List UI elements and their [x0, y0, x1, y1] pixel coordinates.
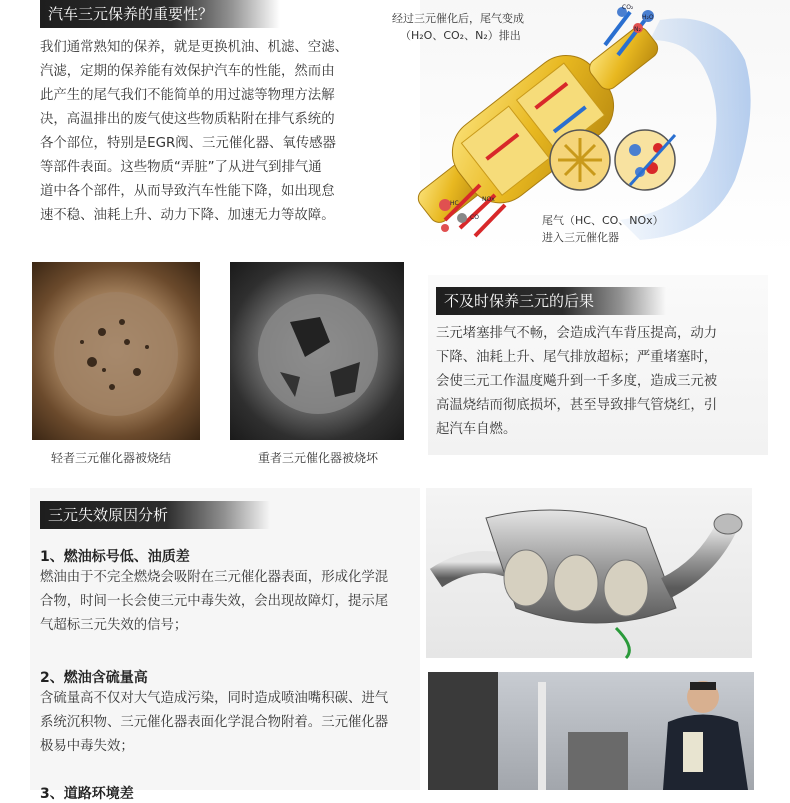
heavy-caption: 重者三元催化器被烧坏	[257, 451, 378, 465]
cause-3-heading: 3、道路环境差	[40, 786, 134, 802]
paragraph-line: 气超标三元失效的信号；	[40, 618, 188, 633]
section-title-text: 汽车三元保养的重要性？	[48, 5, 214, 23]
paragraph-line: 速不稳、油耗上升、动力下降、加速无力等故障。	[40, 208, 335, 223]
molecule-label-n2: N₂	[634, 26, 641, 33]
paragraph-line: 等部件表面。这些物质“弄脏”了从进气到排气通	[40, 160, 322, 175]
paragraph-line: 系统沉积物、三元催化器表面化学混合物附着。三元催化器	[40, 715, 389, 730]
paragraph-line: 三元堵塞排气不畅，会造成汽车背压提高，动力	[436, 326, 718, 341]
section-title-text: 三元失效原因分析	[48, 506, 169, 524]
cause-1-heading: 1、燃油标号低、油质差	[40, 549, 190, 565]
label-line: 尾气（HC、CO、NOx）	[542, 214, 664, 227]
light-caption: 轻者三元催化器被烧结	[50, 451, 171, 465]
cause-1-paragraph	[40, 566, 415, 638]
section-title-text: 不及时保养三元的后果	[444, 292, 595, 310]
inspection-scene	[428, 672, 754, 790]
cause-2-heading: 2、燃油含硫量高	[40, 670, 148, 686]
catalyst-face-light	[32, 262, 200, 440]
label-line: 进入三元催化器	[542, 231, 619, 244]
molecule-label-h2o: H₂O	[642, 14, 654, 21]
light-burnt-catalyst-photo	[32, 262, 200, 440]
section-title-importance	[40, 0, 280, 28]
paragraph-line: 下降、油耗上升、尾气排放超标；严重堵塞时，	[436, 350, 718, 365]
paragraph-line: 各个部位，特别是EGR阀、三元催化器、氧传感器	[40, 136, 336, 151]
molecule-label-nox: NOx	[482, 196, 495, 203]
paragraph-line: 燃油由于不完全燃烧会吸附在三元催化器表面，形成化学混	[40, 570, 389, 585]
paragraph-line: 极易中毒失效；	[40, 739, 134, 754]
paragraph-line: 决，高温排出的废气使这些物质粘附在排气系统的	[40, 112, 335, 127]
paragraph-line: 此产生的尾气我们不能简单的用过滤等物理方法解	[40, 88, 335, 103]
paragraph-line: 合物，时间一长会使三元中毒失效，会出现故障灯，提示尾	[40, 594, 389, 609]
paragraph-line: 起汽车自燃。	[436, 422, 517, 437]
molecule-label-co2: CO₂	[622, 4, 634, 11]
label-line: 经过三元催化后，尾气变成	[392, 12, 524, 25]
paragraph-line: 我们通常熟知的保养，就是更换机油、机滤、空滤、	[40, 40, 348, 55]
converter-pipe-illustration	[426, 488, 752, 658]
heavy-burnt-catalyst-photo	[230, 262, 404, 440]
roadside-inspection-photo	[428, 672, 754, 790]
paragraph-line: 道中各个部件，从而导致汽车性能下降，如出现怠	[40, 184, 335, 199]
consequence-paragraph	[436, 322, 746, 442]
label-line: （H₂O、CO₂、N₂）排出	[400, 29, 521, 42]
paragraph-line: 汽滤，定期的保养能有效保护汽车的性能，然而由	[40, 64, 335, 79]
section-title-causes	[40, 501, 270, 529]
catalytic-converter-diagram	[390, 0, 790, 255]
catalytic-converter-photo	[426, 488, 752, 658]
catalyst-face-heavy	[230, 262, 404, 440]
molecule-label-hc: HC	[450, 200, 459, 207]
paragraph-line: 会使三元工作温度飚升到一千多度，造成三元被	[436, 374, 718, 389]
exhaust-in-label	[542, 212, 664, 246]
molecule-label-co: CO	[470, 214, 479, 221]
importance-paragraph	[40, 36, 370, 228]
paragraph-line: 高温烧结而彻底损坏，甚至导致排气管烧红，引	[436, 398, 718, 413]
cause-2-paragraph	[40, 687, 415, 759]
paragraph-line: 含硫量高不仅对大气造成污染，同时造成喷油嘴积碳、进气	[40, 691, 389, 706]
section-title-consequence	[436, 287, 666, 315]
exhaust-out-label	[392, 10, 524, 44]
